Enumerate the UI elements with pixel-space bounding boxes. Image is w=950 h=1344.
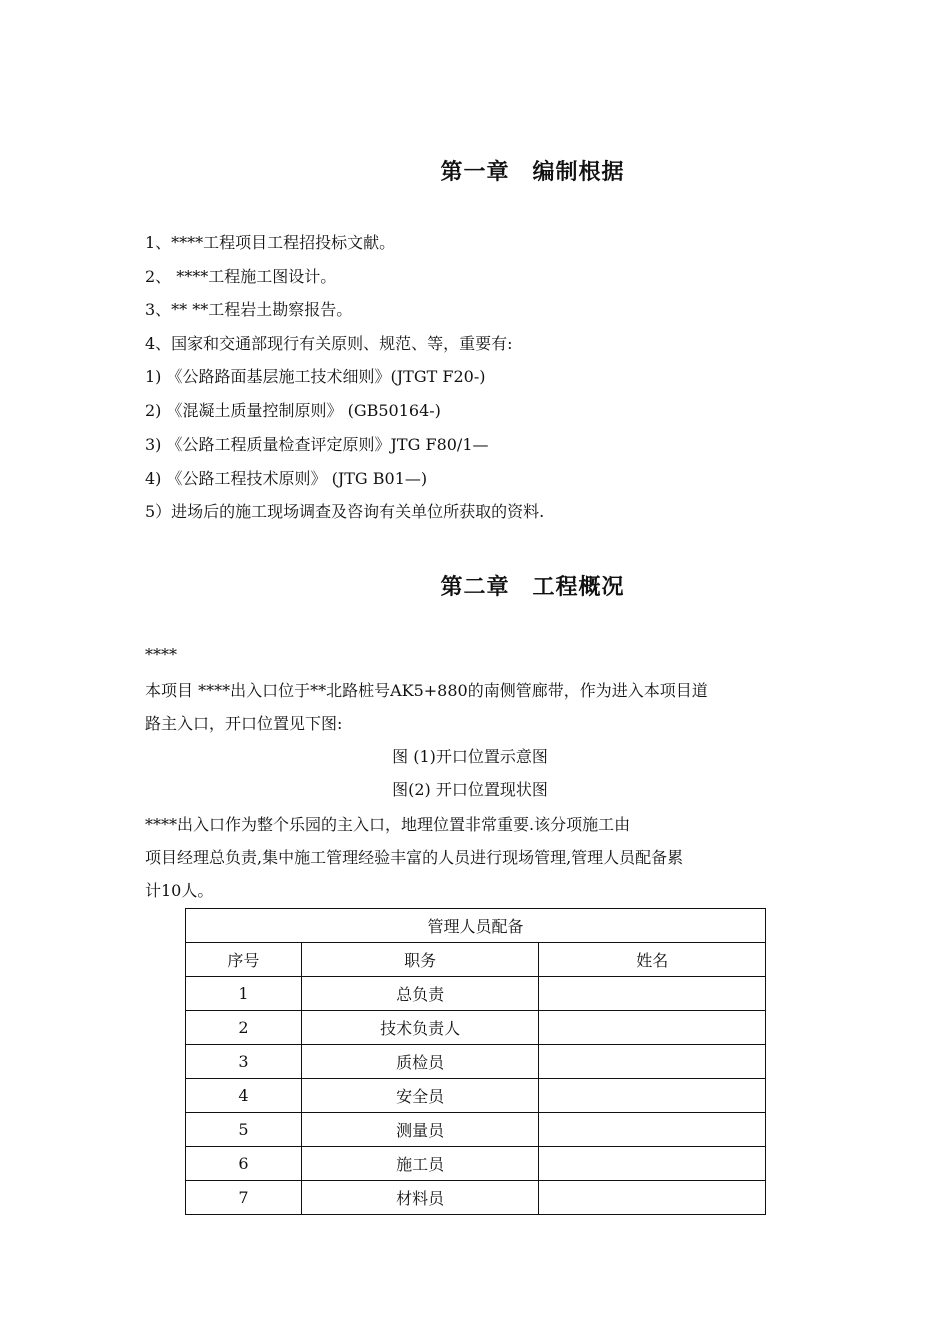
- basis-item-3: 3、** **工程岩土勘察报告。: [145, 300, 353, 319]
- basis-standard-1: 1) 《公路路面基层施工技术细则》(JTGT F20-): [145, 367, 486, 386]
- table-row: [186, 1011, 766, 1045]
- cell-position: 材料员: [301, 1181, 539, 1215]
- cell-position: 测量员: [301, 1113, 539, 1147]
- cell-index: 1: [186, 977, 302, 1011]
- table-row: [186, 1045, 766, 1079]
- table-row: [186, 1113, 766, 1147]
- cell-name: [539, 977, 766, 1011]
- basis-item-1: 1、****工程项目工程招投标文献。: [145, 233, 396, 252]
- basis-item-4: 4、国家和交通部现行有关原则、规范、等，重要有:: [145, 334, 513, 353]
- cell-index: 5: [186, 1113, 302, 1147]
- cell-index: 4: [186, 1079, 302, 1113]
- overview-para2-line2: 项目经理总负责,集中施工管理经验丰富的人员进行现场管理,管理人员配备累: [145, 848, 684, 867]
- cell-name: [539, 1181, 766, 1215]
- table-row: [186, 1147, 766, 1181]
- figure-caption-2: 图(2) 开口位置现状图: [392, 780, 548, 799]
- overview-para2-line1: ****出入口作为整个乐园的主入口，地理位置非常重要.该分项施工由: [145, 815, 631, 834]
- cell-name: [539, 1113, 766, 1147]
- header-index: 序号: [186, 943, 302, 977]
- basis-standard-2: 2) 《混凝土质量控制原则》 (GB50164-): [145, 401, 441, 420]
- basis-standard-4: 4) 《公路工程技术原则》 (JTG B01—): [145, 469, 428, 488]
- basis-item-2: 2、 ****工程施工图设计。: [145, 267, 337, 286]
- overview-para1-line2: 路主入口，开口位置见下图:: [145, 714, 343, 733]
- table-caption: 管理人员配备: [186, 909, 766, 943]
- basis-standard-3: 3) 《公路工程质量检查评定原则》JTG F80/1—: [145, 435, 489, 454]
- table-row: [186, 1079, 766, 1113]
- cell-name: [539, 1147, 766, 1181]
- cell-position: 施工员: [301, 1147, 539, 1181]
- overview-para1-line1: 本项目 ****出入口位于**北路桩号AK5+880的南侧管廊带，作为进入本项目道: [145, 681, 708, 700]
- cell-position: 安全员: [301, 1079, 539, 1113]
- cell-position: 总负责: [301, 977, 539, 1011]
- cell-name: [539, 1079, 766, 1113]
- cell-name: [539, 1045, 766, 1079]
- cell-index: 3: [186, 1045, 302, 1079]
- staff-table: [185, 908, 766, 1215]
- overview-para2-line3: 计10人。: [145, 881, 214, 900]
- cell-index: 6: [186, 1147, 302, 1181]
- cell-index: 2: [186, 1011, 302, 1045]
- cell-name: [539, 1011, 766, 1045]
- figure-caption-1: 图 (1)开口位置示意图: [392, 747, 548, 766]
- basis-standard-5: 5）进场后的施工现场调查及咨询有关单位所获取的资料.: [145, 502, 545, 521]
- table-header-row: [186, 943, 766, 977]
- cell-index: 7: [186, 1181, 302, 1215]
- table-caption-row: [186, 909, 766, 943]
- cell-position: 质检员: [301, 1045, 539, 1079]
- table-row: [186, 1181, 766, 1215]
- table-row: [186, 977, 766, 1011]
- chapter2-title: 第二章 工程概况: [440, 575, 625, 600]
- header-position: 职务: [301, 943, 539, 977]
- project-subheading: ****: [145, 645, 177, 664]
- cell-position: 技术负责人: [301, 1011, 539, 1045]
- header-name: 姓名: [539, 943, 766, 977]
- chapter1-title: 第一章 编制根据: [440, 160, 625, 185]
